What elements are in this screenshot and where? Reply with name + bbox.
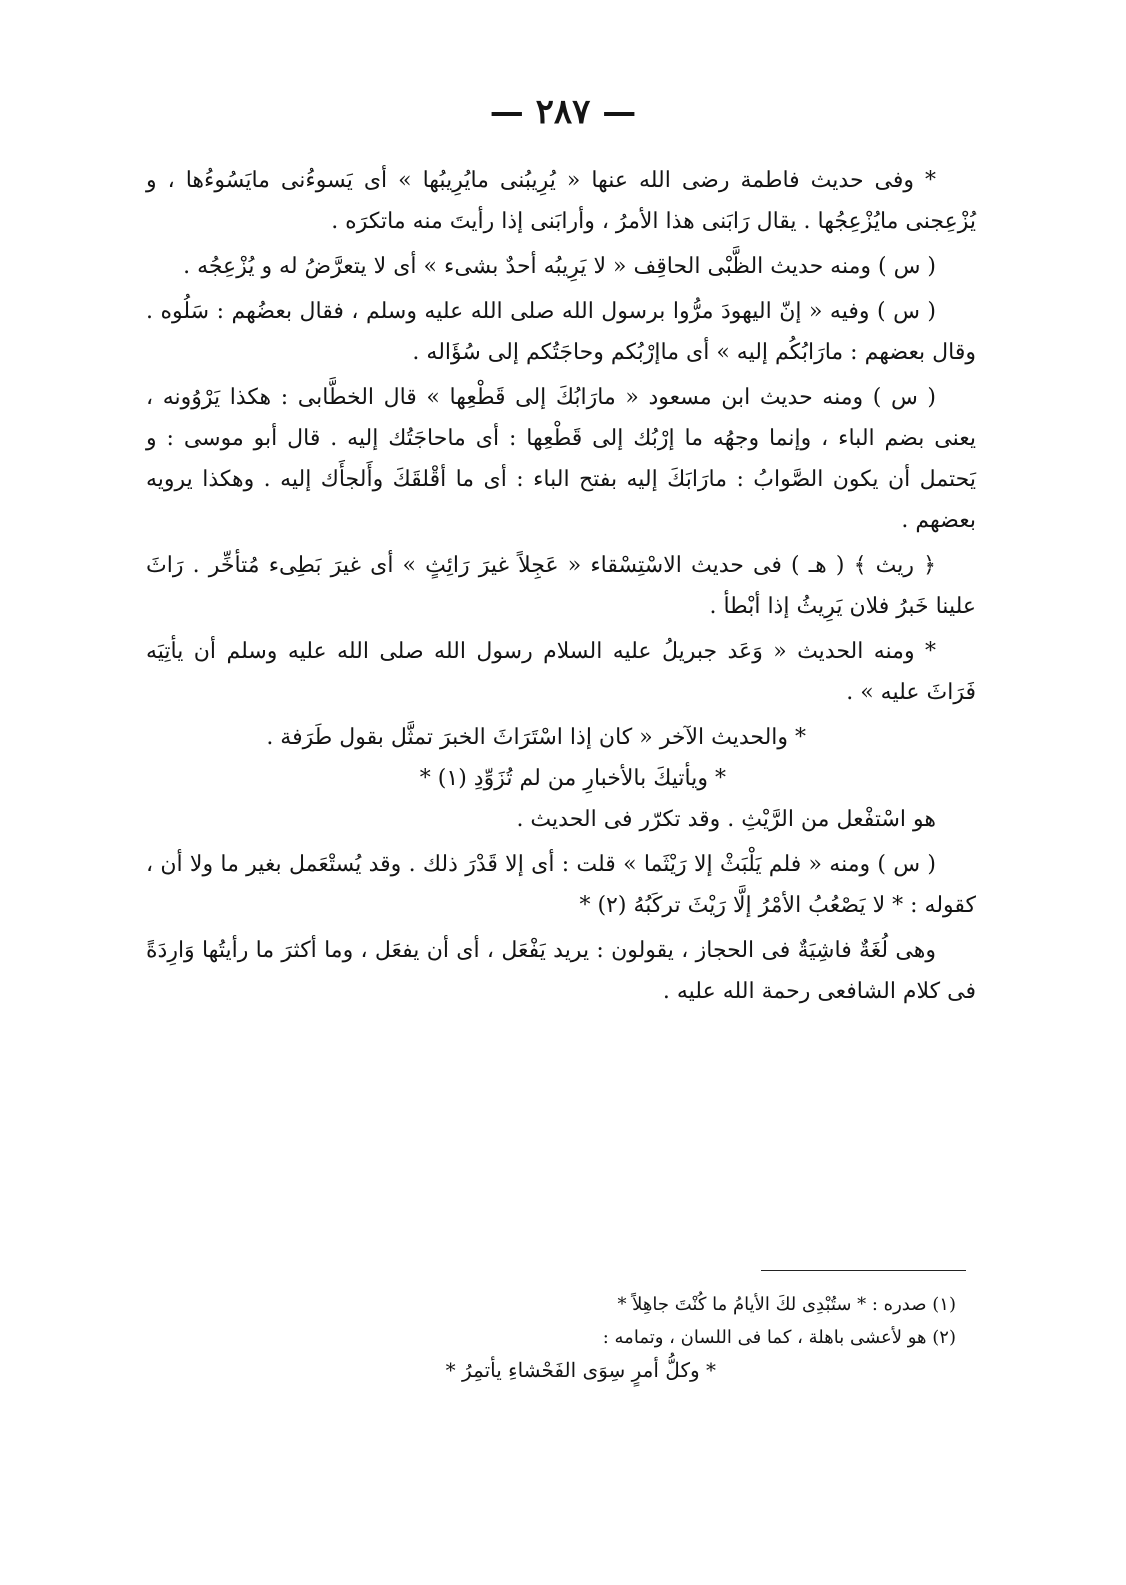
paragraph: ( س ) ومنه « فلم يَلْبَثْ إلا رَيْثَما » قلت : أى إلا قَدْرَ ذلك . وقد يُستْعَمل بغير ما ولا أن ، كقوله : * لا يَصْعُبُ الأمْرُ إلَّا رَيْثَ تركَبُهُ (٢) *	[146, 852, 976, 918]
verse-line: * ويأتيكَ بالأخبارِ من لم تُزَوِّدِ (١) *	[419, 766, 726, 791]
paragraph: ( س ) ومنه حديث ابن مسعود « مارَابُكَ إلى قَطْعِها » قال الخطَّابى : هكذا يَرْوُونه ، يعنى بضم الباء ، وإنما وجهُه ما إرْبُك إلى قَطْعِها : أى ماحاجَتُك إليه . قال أبو موسى : و يَحتمل أن يكون الصَّوابُ : مارَابَكَ إليه بفتح الباء : أى ما أقْلقَكَ وأَلجأَك إليه . وهكذا يرويه بعضهم .	[146, 385, 976, 533]
footnote-1: (١) صدره : * ستُبْدِى لكَ الأيامُ ما كُنْتَ جاهِلاً *	[617, 1294, 956, 1315]
footnotes	[136, 1288, 956, 1387]
paragraph: * ومنه الحديث « وَعَد جبريلُ عليه السلام رسول الله صلى الله عليه وسلم أن يأتِيَه فَرَاثَ عليه » .	[146, 639, 976, 705]
paragraph: * والحديث الآخر « كان إذا اسْتَرَاثَ الخبرَ تمثَّل بقول طَرَفة .	[266, 725, 806, 750]
footnote-divider	[761, 1270, 966, 1271]
page-number: — ٢٨٧ —	[489, 92, 637, 132]
entry-ryth: ﴿ ريث ﴾ ( هـ ) فى حديث الاسْتِسْقاء « عَجِلاً غيرَ رَائِثٍ » أى غيرَ بَطِىء مُتأخِّر . رَاثَ علينا خَبرُ فلان يَرِيثُ إذا أبْطأ .	[146, 553, 976, 619]
main-text	[146, 160, 976, 1016]
paragraph: ( س ) وفيه « إنّ اليهودَ مرُّوا برسول الله صلى الله عليه وسلم ، فقال بعضُهم : سَلُوه . وقال بعضهم : مارَابُكُم إليه » أى ماإرْبُكم وحاجَتُكم إلى سُؤَاله .	[146, 299, 976, 365]
paragraph: ( س ) ومنه حديث الظَّبْى الحاقِف « لا يَرِيبُه أحدٌ بشىء » أى لا يتعرَّضُ له و يُزْعِجُه .	[183, 254, 936, 279]
paragraph: هو اسْتفْعل من الرَّيْثِ . وقد تكرّر فى الحديث .	[516, 807, 936, 832]
paragraph: * وفى حديث فاطمة رضى الله عنها « يُرِيبُنى مايُرِيبُها » أى يَسوءُنى مايَسُوءُها ، و يُزْعِجنى مايُزْعِجُها . يقال رَابَنى هذا الأمرُ ، وأرابَنى إذا رأيتَ منه ماتكرَه .	[146, 168, 976, 234]
footnote-2: (٢) هو لأعشى باهلة ، كما فى اللسان ، وتمامه :	[602, 1327, 956, 1348]
paragraph: وهى لُغَةٌ فاشِيَةٌ فى الحجاز ، يقولون : يريد يَفْعَل ، أى أن يفعَل ، وما أكثرَ ما رأيتُها وَارِدَةً فى كلام الشافعى رحمة الله عليه .	[146, 938, 976, 1004]
footnote-2-verse: * وكلُّ أمرٍ سِوَى الفَحْشاءِ يأتمِرُ *	[445, 1358, 716, 1382]
